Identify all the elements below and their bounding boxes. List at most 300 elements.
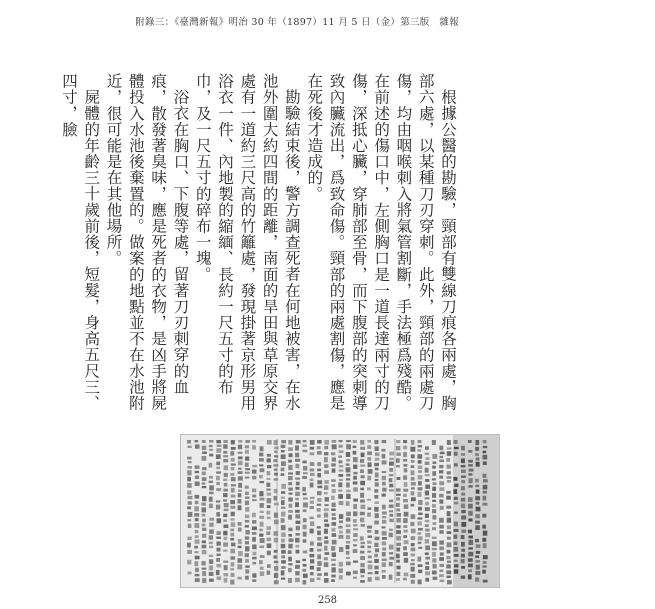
scan-glyph xyxy=(231,464,236,466)
scan-glyph xyxy=(252,499,257,501)
scan-glyph xyxy=(310,473,315,476)
scan-glyph xyxy=(216,476,220,480)
scan-glyph xyxy=(317,542,322,546)
scan-glyph xyxy=(439,546,444,550)
scan-glyph xyxy=(425,507,430,511)
scan-glyph xyxy=(310,559,314,563)
scan-glyph xyxy=(310,462,315,466)
scan-glyph xyxy=(317,473,321,477)
scan-glyph xyxy=(281,507,285,509)
scan-glyph xyxy=(483,474,487,478)
scan-glyph xyxy=(302,559,306,561)
scan-glyph xyxy=(403,446,407,450)
scan-glyph xyxy=(295,538,299,543)
scan-glyph xyxy=(468,552,473,557)
scan-glyph xyxy=(310,501,314,504)
scan-glyph xyxy=(296,521,301,524)
scan-glyph xyxy=(338,440,342,442)
scan-glyph xyxy=(353,476,357,480)
scan-glyph xyxy=(195,561,199,566)
scan-glyph xyxy=(331,484,335,487)
scan-glyph xyxy=(389,478,393,482)
scan-glyph xyxy=(396,494,401,496)
scan-glyph xyxy=(339,547,343,552)
scan-glyph xyxy=(360,488,364,491)
scan-glyph xyxy=(195,501,199,504)
scan-glyph xyxy=(360,440,364,445)
scan-glyph xyxy=(332,457,336,461)
scan-glyph xyxy=(288,497,293,501)
scan-glyph xyxy=(209,529,214,533)
scan-glyph xyxy=(310,566,314,570)
scan-glyph xyxy=(245,553,249,557)
scan-glyph xyxy=(317,561,321,566)
scan-glyph xyxy=(382,482,386,486)
scan-glyph xyxy=(223,519,227,521)
scan-glyph xyxy=(389,452,394,456)
scan-glyph xyxy=(195,440,199,442)
scan-glyph xyxy=(252,557,257,560)
scan-glyph xyxy=(425,571,430,575)
scan-glyph xyxy=(403,452,407,457)
scan-glyph xyxy=(296,440,301,443)
scan-glyph xyxy=(368,469,373,474)
scan-glyph xyxy=(476,502,480,505)
scan-glyph xyxy=(476,565,480,570)
scan-glyph xyxy=(483,485,488,490)
scan-glyph xyxy=(295,478,300,480)
scan-glyph xyxy=(331,559,336,561)
scan-glyph xyxy=(317,469,321,472)
scan-glyph xyxy=(447,525,451,529)
scan-glyph xyxy=(375,530,379,534)
scan-glyph xyxy=(194,506,199,511)
scan-glyph xyxy=(425,524,429,527)
scan-glyph xyxy=(432,558,436,562)
scan-glyph xyxy=(417,517,422,519)
scan-glyph xyxy=(216,564,221,568)
scan-glyph xyxy=(187,506,191,509)
scan-glyph xyxy=(461,465,466,467)
scan-glyph xyxy=(447,480,451,483)
scan-glyph xyxy=(281,518,285,523)
scan-glyph xyxy=(382,559,387,561)
scan-glyph xyxy=(202,482,206,484)
scan-glyph xyxy=(238,546,242,548)
scan-glyph xyxy=(223,444,227,448)
scan-glyph xyxy=(397,513,401,517)
scan-glyph xyxy=(310,541,314,545)
scan-glyph xyxy=(245,515,249,519)
scan-glyph xyxy=(418,528,423,531)
scan-glyph xyxy=(339,575,343,580)
scan-glyph xyxy=(461,498,465,502)
scan-glyph xyxy=(339,562,343,567)
scan-glyph xyxy=(446,550,450,554)
scan-glyph xyxy=(353,481,358,484)
scan-glyph xyxy=(447,518,452,523)
scan-glyph xyxy=(324,557,328,560)
scan-glyph xyxy=(468,440,472,443)
scan-glyph xyxy=(317,486,322,489)
scan-glyph xyxy=(231,495,235,498)
scan-glyph xyxy=(468,511,472,516)
scan-glyph xyxy=(432,515,436,519)
scan-glyph xyxy=(360,580,365,583)
scan-glyph xyxy=(302,450,307,453)
scan-glyph xyxy=(195,444,200,448)
scan-glyph xyxy=(468,569,472,572)
scan-glyph xyxy=(475,577,479,581)
scan-glyph xyxy=(238,476,243,480)
scan-glyph xyxy=(281,578,285,580)
scan-glyph xyxy=(454,440,458,444)
scan-glyph xyxy=(346,444,351,449)
scan-glyph xyxy=(389,510,393,512)
scan-glyph xyxy=(266,483,270,487)
scan-glyph xyxy=(324,540,328,543)
scan-glyph xyxy=(260,468,265,472)
scan-glyph xyxy=(346,512,351,516)
scan-glyph xyxy=(374,554,378,558)
scan-glyph xyxy=(216,467,220,469)
scan-glyph xyxy=(417,449,421,451)
scan-glyph xyxy=(289,538,294,542)
scan-glyph xyxy=(245,569,249,573)
scan-glyph xyxy=(223,493,227,497)
scan-glyph xyxy=(367,530,371,533)
scan-glyph xyxy=(295,565,300,569)
scan-glyph xyxy=(288,550,292,554)
scan-glyph xyxy=(231,458,235,462)
scan-glyph xyxy=(375,452,380,456)
scan-glyph xyxy=(475,560,479,563)
scan-glyph xyxy=(396,446,400,450)
scan-glyph xyxy=(353,499,358,502)
scan-glyph xyxy=(389,500,393,503)
scan-glyph xyxy=(216,548,220,552)
scan-glyph xyxy=(259,534,263,537)
scan-glyph xyxy=(418,500,422,505)
scan-glyph xyxy=(482,455,487,460)
scan-glyph xyxy=(411,470,415,475)
scan-glyph xyxy=(252,489,256,493)
scan-glyph xyxy=(217,554,221,556)
scan-glyph xyxy=(453,541,457,545)
scan-glyph xyxy=(446,570,451,574)
scan-glyph xyxy=(418,445,422,447)
scan-glyph xyxy=(339,501,344,505)
scan-glyph xyxy=(447,531,452,534)
scan-glyph xyxy=(324,492,328,494)
scan-glyph xyxy=(346,562,351,566)
scan-glyph xyxy=(216,462,220,466)
scan-glyph xyxy=(209,565,213,570)
scan-glyph xyxy=(317,440,321,444)
scan-glyph xyxy=(260,503,264,508)
scan-glyph xyxy=(382,562,386,567)
scan-glyph xyxy=(382,526,386,528)
scan-glyph xyxy=(475,440,479,445)
scan-glyph xyxy=(260,446,264,451)
scan-glyph xyxy=(439,476,443,479)
scan-glyph xyxy=(367,526,372,529)
scan-glyph xyxy=(461,480,465,483)
scan-glyph xyxy=(230,500,235,504)
scan-glyph xyxy=(331,567,335,572)
scan-glyph xyxy=(310,468,315,471)
scan-glyph xyxy=(468,464,473,466)
scan-glyph xyxy=(461,542,465,547)
scan-glyph xyxy=(382,537,387,540)
scan-glyph xyxy=(368,577,372,582)
scan-glyph xyxy=(202,571,206,576)
scan-glyph xyxy=(274,447,278,450)
scan-glyph xyxy=(296,560,300,563)
scan-glyph xyxy=(396,503,400,507)
scan-glyph xyxy=(418,440,422,443)
scan-glyph xyxy=(346,535,350,539)
scan-glyph xyxy=(331,496,335,500)
scan-glyph xyxy=(274,473,278,476)
scan-glyph xyxy=(461,453,465,456)
scan-glyph xyxy=(209,504,213,509)
scan-glyph xyxy=(374,543,378,547)
scan-glyph xyxy=(202,528,206,531)
scan-glyph xyxy=(281,532,285,537)
scan-glyph xyxy=(446,458,450,462)
scan-glyph xyxy=(281,560,286,563)
scan-glyph xyxy=(230,518,234,520)
scan-glyph xyxy=(446,564,450,568)
scan-glyph xyxy=(295,464,299,469)
scan-glyph xyxy=(360,518,364,523)
scan-glyph xyxy=(454,502,458,505)
scan-glyph xyxy=(425,457,429,460)
scan-glyph xyxy=(310,440,315,445)
scan-glyph xyxy=(397,566,401,570)
scan-glyph xyxy=(396,453,401,456)
scan-glyph xyxy=(346,501,350,506)
scan-glyph xyxy=(209,523,213,527)
scan-glyph xyxy=(418,580,422,585)
scan-glyph xyxy=(274,496,278,501)
scan-glyph xyxy=(223,451,227,454)
scan-glyph xyxy=(411,559,415,561)
scan-glyph xyxy=(367,487,371,490)
scan-glyph xyxy=(303,493,307,495)
scan-glyph xyxy=(317,537,321,541)
scan-glyph xyxy=(382,505,386,510)
scan-glyph xyxy=(281,550,285,554)
scan-glyph xyxy=(288,578,292,583)
scan-glyph xyxy=(346,541,350,544)
scan-glyph xyxy=(483,461,487,465)
scan-glyph xyxy=(475,539,479,542)
scan-glyph xyxy=(245,507,249,512)
scan-glyph xyxy=(368,565,373,570)
scan-glyph xyxy=(188,461,192,463)
scan-glyph xyxy=(432,487,436,491)
scan-glyph xyxy=(425,497,430,499)
scan-glyph xyxy=(317,462,321,466)
scan-glyph xyxy=(223,489,228,492)
scan-glyph xyxy=(332,533,336,537)
scan-glyph xyxy=(202,507,207,512)
scan-glyph xyxy=(374,566,378,570)
scan-glyph xyxy=(231,573,235,577)
scan-glyph xyxy=(303,509,307,512)
scan-glyph xyxy=(454,463,458,466)
scan-glyph xyxy=(418,513,422,515)
scan-glyph xyxy=(188,572,192,575)
scan-glyph xyxy=(216,570,220,575)
scan-glyph xyxy=(295,533,299,536)
scan-glyph xyxy=(202,514,206,517)
scan-glyph xyxy=(288,460,292,463)
scan-glyph xyxy=(454,564,458,567)
scan-glyph xyxy=(411,460,415,463)
scan-glyph xyxy=(230,549,235,554)
scan-glyph xyxy=(411,477,415,481)
scan-glyph xyxy=(353,487,358,491)
scan-glyph xyxy=(389,533,393,538)
scan-glyph xyxy=(238,490,242,492)
scan-glyph xyxy=(389,529,393,531)
scan-glyph xyxy=(411,553,415,556)
scan-glyph xyxy=(245,576,249,580)
scan-glyph xyxy=(230,568,234,570)
scan-glyph xyxy=(266,511,270,515)
scan-glyph xyxy=(338,460,342,463)
scan-glyph xyxy=(382,440,387,443)
scan-glyph xyxy=(411,548,416,552)
scan-glyph xyxy=(295,502,299,507)
scan-glyph xyxy=(389,575,393,580)
scan-glyph xyxy=(288,563,292,565)
scan-glyph xyxy=(353,524,357,526)
scan-glyph xyxy=(353,528,358,530)
scan-glyph xyxy=(346,557,350,559)
scan-glyph xyxy=(361,542,365,544)
scan-glyph xyxy=(209,546,213,549)
scan-glyph xyxy=(223,514,227,517)
scan-glyph xyxy=(468,536,473,539)
scan-glyph xyxy=(396,508,400,511)
scan-glyph xyxy=(223,531,227,536)
scan-glyph xyxy=(188,496,193,499)
scan-glyph xyxy=(201,503,205,506)
scan-glyph xyxy=(374,489,378,492)
scan-glyph xyxy=(418,536,423,540)
scan-glyph xyxy=(302,461,306,464)
scan-glyph xyxy=(309,554,314,557)
scan-glyph xyxy=(195,495,200,499)
scan-glyph xyxy=(245,530,250,535)
scan-glyph xyxy=(303,574,308,578)
scan-glyph xyxy=(367,440,371,443)
scan-glyph xyxy=(216,440,221,443)
scan-glyph xyxy=(339,479,343,481)
scan-glyph xyxy=(195,568,199,572)
scan-glyph xyxy=(446,491,450,494)
scan-glyph xyxy=(281,445,286,448)
scan-glyph xyxy=(353,504,357,509)
page-number: 258 xyxy=(317,595,338,606)
scan-glyph xyxy=(353,440,357,443)
scan-glyph xyxy=(439,456,443,458)
scan-glyph xyxy=(338,490,342,492)
scan-glyph xyxy=(374,495,378,499)
scan-glyph xyxy=(289,504,293,508)
scan-glyph xyxy=(295,510,300,513)
scan-glyph xyxy=(368,572,373,574)
scan-glyph xyxy=(332,444,337,449)
scan-glyph xyxy=(468,564,473,568)
scan-glyph xyxy=(425,484,430,488)
scan-glyph xyxy=(389,552,393,554)
scan-glyph xyxy=(231,562,235,566)
scan-glyph xyxy=(295,445,299,450)
scan-glyph xyxy=(483,491,487,494)
scan-glyph xyxy=(461,510,465,513)
scan-glyph xyxy=(404,468,408,472)
scan-glyph xyxy=(231,488,235,493)
scan-glyph xyxy=(231,467,235,470)
scan-glyph xyxy=(353,549,358,553)
scan-glyph xyxy=(433,522,437,525)
scan-glyph xyxy=(324,573,328,576)
scan-glyph xyxy=(339,445,343,448)
scan-glyph xyxy=(382,460,387,464)
scan-glyph xyxy=(425,446,429,450)
scan-glyph xyxy=(238,522,242,526)
scan-glyph xyxy=(417,454,422,459)
scan-glyph xyxy=(202,540,206,543)
scan-glyph xyxy=(267,551,271,556)
scan-glyph xyxy=(310,447,314,450)
scan-glyph xyxy=(404,504,409,509)
scan-glyph xyxy=(483,531,488,536)
scan-glyph xyxy=(223,440,227,443)
scan-glyph xyxy=(468,574,472,579)
scan-glyph xyxy=(288,482,292,485)
scan-glyph xyxy=(202,477,207,481)
scan-glyph xyxy=(260,498,265,501)
scan-glyph xyxy=(418,547,422,549)
scan-glyph xyxy=(187,550,192,554)
scan-glyph xyxy=(418,470,422,472)
scan-glyph xyxy=(403,494,407,497)
scan-glyph xyxy=(288,440,292,445)
scan-glyph xyxy=(432,564,436,569)
scan-glyph xyxy=(303,466,307,471)
scan-glyph xyxy=(403,578,407,581)
scan-glyph xyxy=(382,471,387,473)
scan-glyph xyxy=(367,513,371,517)
scan-text-columns xyxy=(181,435,499,587)
scan-glyph xyxy=(209,445,213,447)
scan-glyph xyxy=(432,471,436,476)
scan-glyph xyxy=(281,491,285,494)
scan-glyph xyxy=(353,533,357,537)
scan-glyph xyxy=(432,509,436,513)
scan-glyph xyxy=(224,503,229,507)
scan-glyph xyxy=(468,547,472,549)
scan-glyph xyxy=(187,490,191,494)
scan-glyph xyxy=(353,465,357,469)
scan-glyph xyxy=(425,462,430,465)
